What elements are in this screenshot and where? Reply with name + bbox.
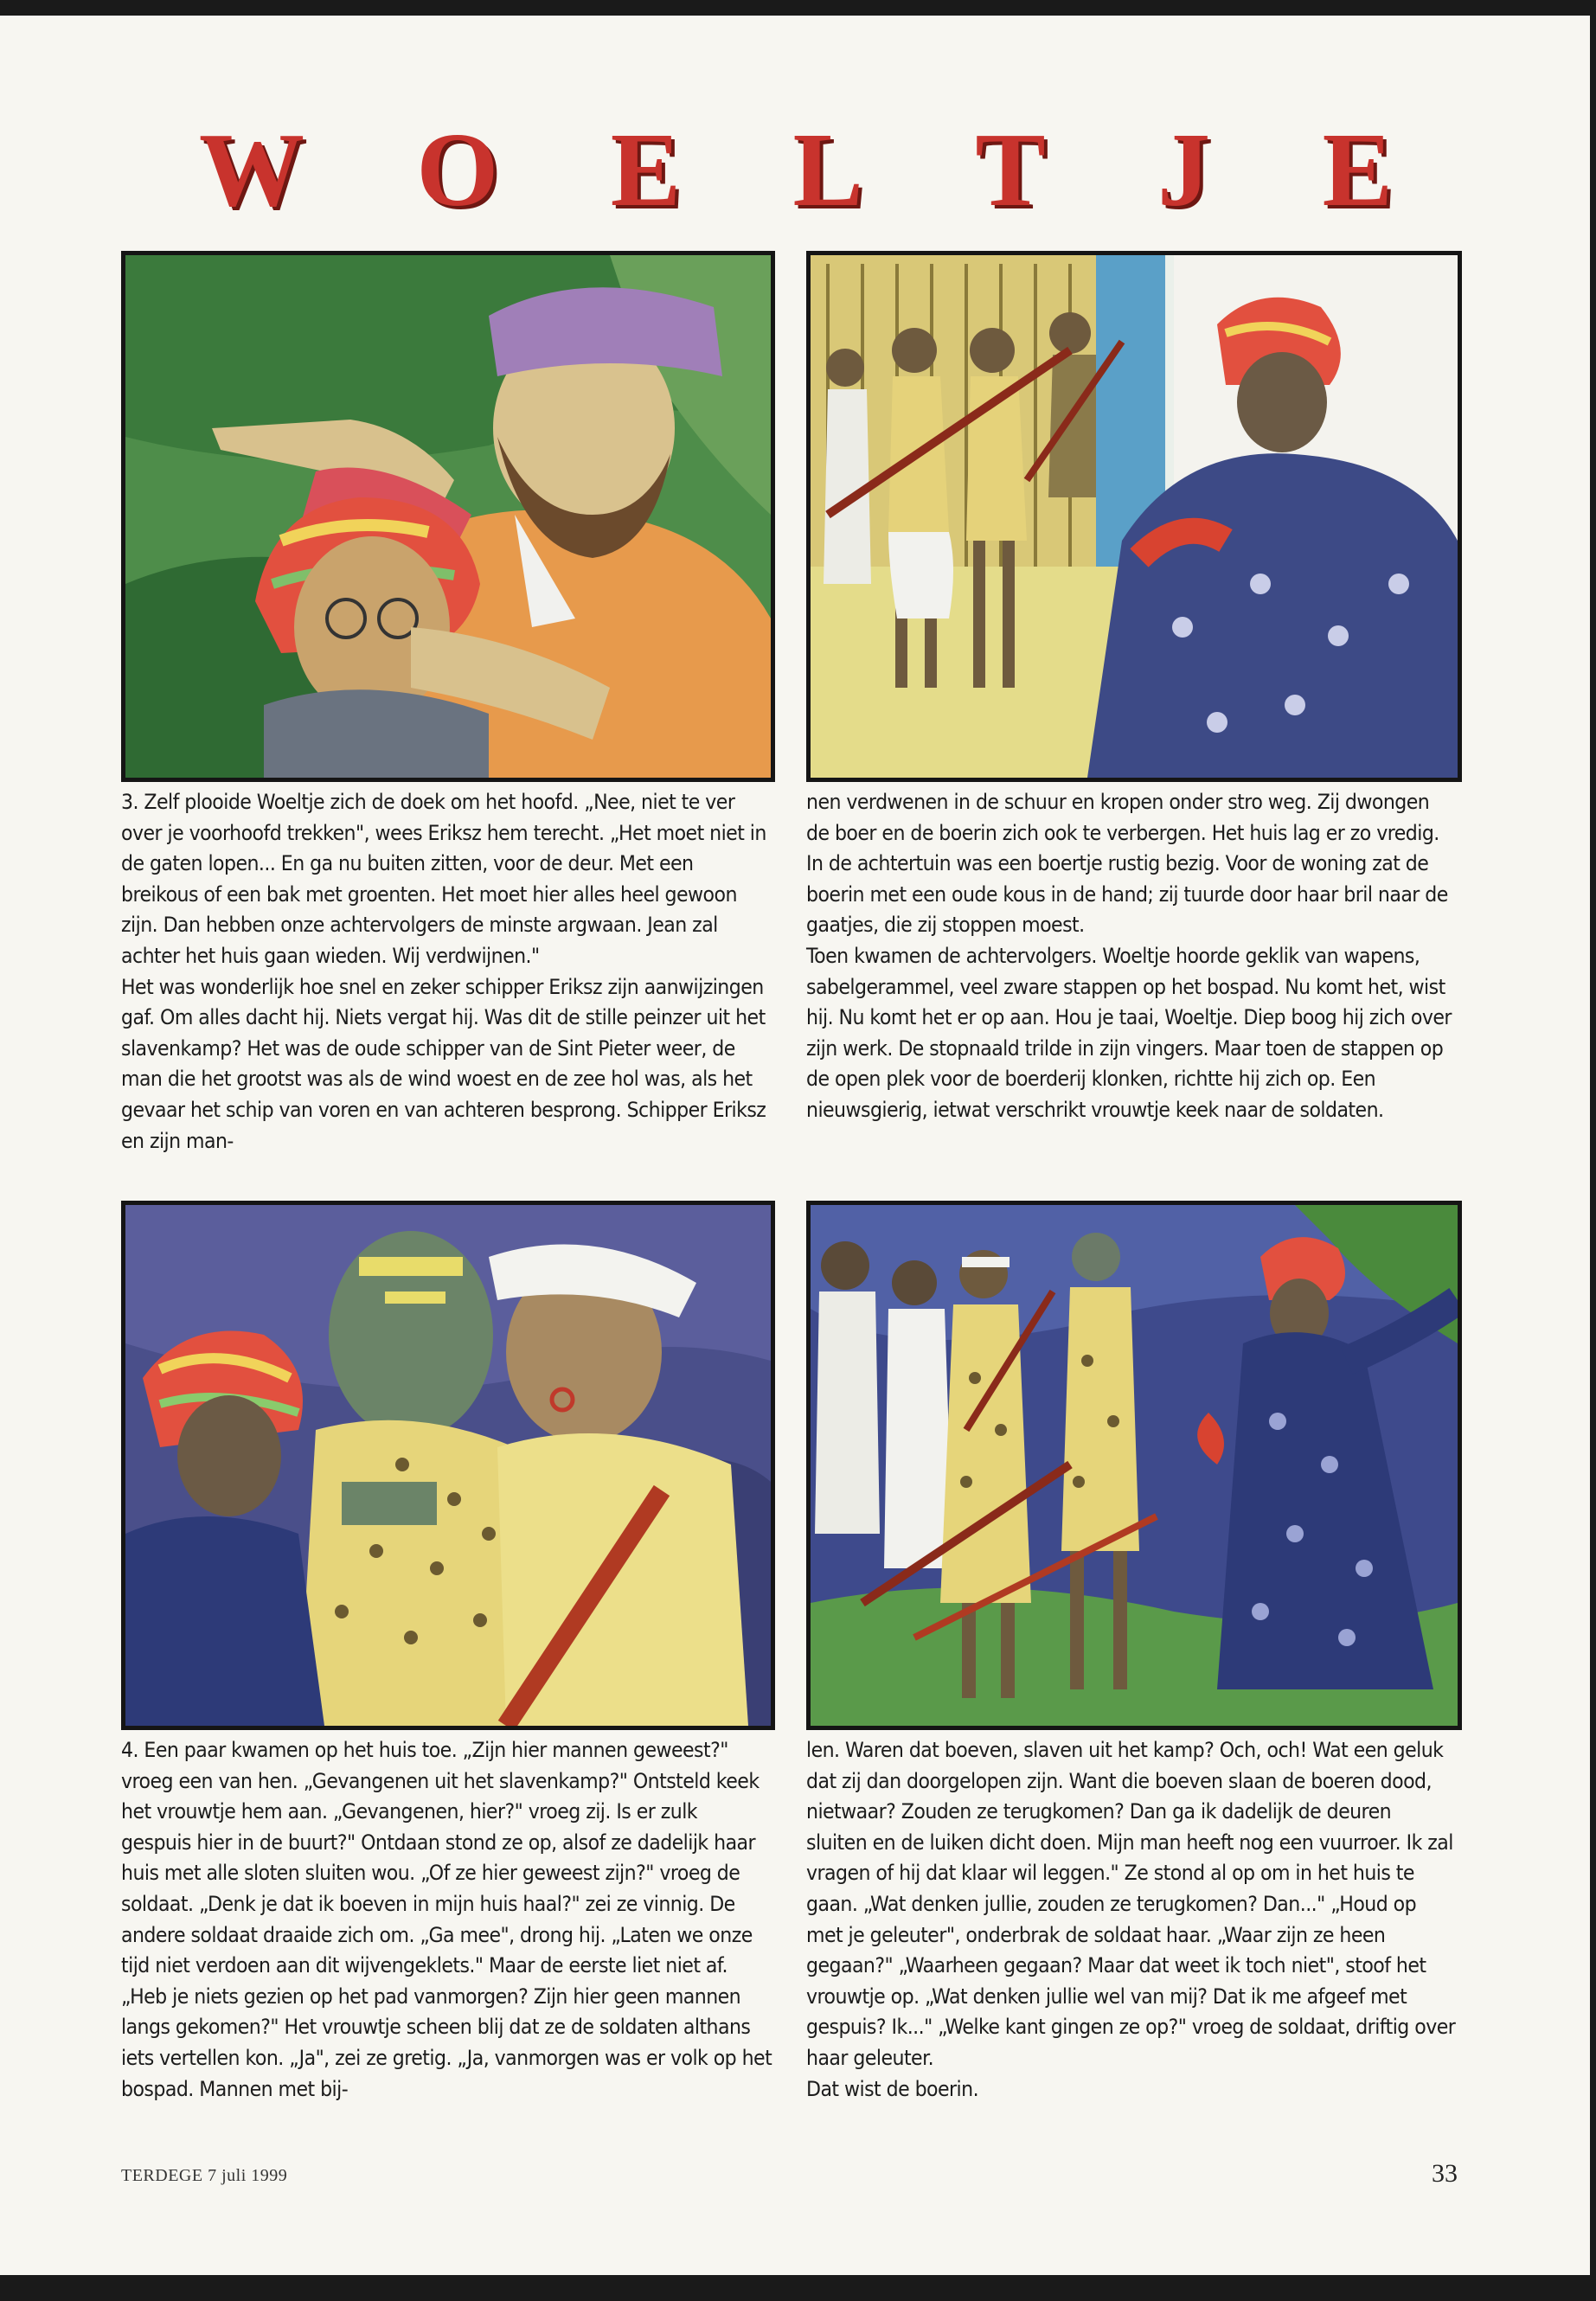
panel-illustration: [811, 1205, 1458, 1726]
comic-panel-1: [121, 251, 775, 782]
paragraph: Dat wist de boerin.: [806, 2076, 979, 2101]
magazine-page: [0, 16, 1590, 2275]
page-title: [199, 112, 1393, 228]
article-column-1: [121, 787, 772, 1157]
title-letter: E: [1322, 112, 1393, 228]
paragraph: nen verdwenen in de schuur en kropen onder stro weg. Zij dwongen de boer en de boerin zich ook te verbergen. Het huis lag er zo vredig. In de achtertuin was een boertje rustig bezig. Voor de woning zat de boerin met een oude kous in de hand; zij tuurde door haar bril naar de gaatjes, die zij stoppen moest.: [806, 790, 1448, 938]
article-column-4: [806, 1735, 1458, 2105]
panel-illustration: [811, 255, 1458, 778]
title-letter: L: [792, 112, 863, 228]
panel-illustration: [125, 255, 771, 778]
title-letter: E: [610, 112, 682, 228]
publication-footer: TERDEGE 7 juli 1999: [121, 2166, 288, 2185]
article-column-3: [121, 1735, 772, 2105]
title-letter: W: [199, 112, 304, 228]
article-column-2: [806, 787, 1458, 1126]
paragraph: Het was wonderlijk hoe snel en zeker schipper Eriksz zijn aanwijzingen gaf. Om alles dacht hij. Niets vergat hij. Was dit de stille peinzer uit het slavenkamp? Het was de oude schipper van de Sint Pieter weer, de man die het grootst was als de wind woest en de zee hol was, als het gevaar het schip van voren en van achteren besprong. Schipper Eriksz en zijn man-: [121, 974, 766, 1153]
title-letter: J: [1157, 112, 1211, 228]
comic-panel-4: [806, 1201, 1462, 1730]
comic-panel-3: [121, 1201, 775, 1730]
paragraph: Toen kwamen de achtervolgers. Woeltje hoorde geklik van wapens, sabelgerammel, veel zware stappen op het bospad. Nu komt het, wist hij. Nu komt het er op aan. Hou je taai, Woeltje. Diep boog hij zich over zijn werk. De stopnaald trilde in zijn vingers. Maar toen de stappen op de open plek voor de boerderij klonken, richtte hij zich op. Een nieuwsgierig, ietwat verschrikt vrouwtje keek naar de soldaten.: [806, 943, 1452, 1122]
page-number: 33: [1432, 2159, 1458, 2188]
paragraph: 4. Een paar kwamen op het huis toe. „Zijn hier mannen geweest?" vroeg een van hen. „Gevangenen uit het slavenkamp?" Ontsteld keek het vrouwtje hem aan. „Gevangenen, hier?" vroeg zij. Is er zulk gespuis hier in de buurt?" Ontdaan stond ze op, alsof ze dadelijk haar huis met alle sloten sluiten wou. „Of ze hier geweest zijn?" vroeg de soldaat. „Denk je dat ik boeven in mijn huis haal?" zei ze vinnig. De andere soldaat draaide zich om. „Ga mee", drong hij. „Laten we onze tijd niet verdoen aan dit wijvengeklets." Maar de eerste liet niet af. „Heb je niets gezien op het pad vanmorgen? Zijn hier geen mannen langs gekomen?" Het vrouwtje scheen blij dat ze de soldaten althans iets vertellen kon. „Ja", zei ze gretig. „Ja, vanmorgen was er volk op het bospad. Mannen met bij-: [121, 1738, 772, 2101]
title-letter: O: [416, 112, 499, 228]
comic-panel-2: [806, 251, 1462, 782]
panel-illustration: [125, 1205, 771, 1726]
paragraph: len. Waren dat boeven, slaven uit het kamp? Och, och! Wat een geluk dat zij dan doorgelopen zijn. Want die boeven slaan de boeren dood, nietwaar? Zouden ze terugkomen? Dan ga ik dadelijk de deuren sluiten en de luiken dicht doen. Mijn man heeft nog een vuurroer. Ik zal vragen of hij dat klaar wil leggen." Ze stond al op om in het huis te gaan. „Wat denken jullie, zouden ze terugkomen? Dan..." „Houd op met je geleuter", onderbrak de soldaat haar. „Waar zijn ze heen gegaan?" „Waarheen gegaan? Maar dat weet ik toch niet", stoof het vrouwtje op. „Wat denken jullie wel van mij? Dat ik me afgeef met gespuis? Ik..." „Welke kant gingen ze op?" vroeg de soldaat, driftig over haar geleuter.: [806, 1738, 1456, 2070]
title-letter: T: [975, 112, 1046, 228]
paragraph: 3. Zelf plooide Woeltje zich de doek om het hoofd. „Nee, niet te ver over je voorhoofd trekken", wees Eriksz hem terecht. „Het moet niet in de gaten lopen... En ga nu buiten zitten, voor de deur. Met een breikous of een bak met groenten. Het moet hier alles heel gewoon zijn. Dan hebben onze achtervolgers de minste argwaan. Jean zal achter het huis gaan wieden. Wij verdwijnen.": [121, 790, 766, 968]
